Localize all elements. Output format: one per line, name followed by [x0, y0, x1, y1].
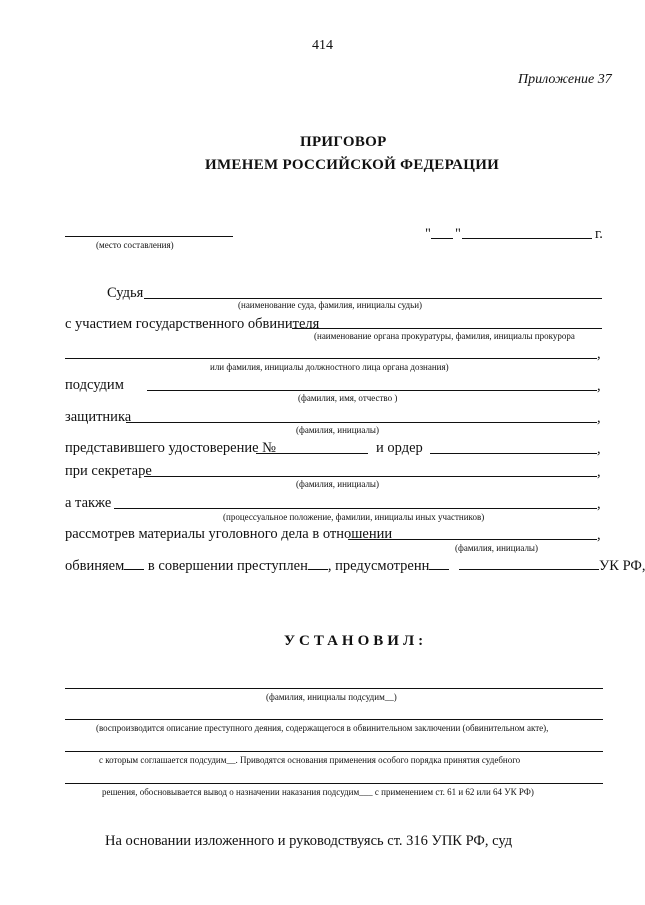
- judge-field[interactable]: [144, 298, 602, 299]
- materials-field[interactable]: [348, 539, 597, 540]
- established-field-1[interactable]: [65, 688, 603, 689]
- order-field[interactable]: [430, 453, 597, 454]
- provided-ending-field[interactable]: [429, 557, 449, 570]
- prosecutor-field-2[interactable]: [65, 358, 597, 359]
- also-caption: (процессуальное положение, фамилии, инициалы иных участников): [223, 512, 485, 522]
- order-label: и ордер: [376, 440, 423, 456]
- also-field[interactable]: [114, 508, 597, 509]
- date-month-field[interactable]: [462, 238, 592, 239]
- secretary-label: при секретаре: [65, 463, 152, 479]
- established-caption-2: (воспроизводится описание преступного деяния, содержащегося в обвинительном заключении (обвинительном акте),: [96, 723, 549, 733]
- article-field[interactable]: [459, 557, 599, 570]
- accused-part-3: предусмотренн: [335, 558, 430, 574]
- also-label: а также: [65, 495, 112, 511]
- certificate-number-field[interactable]: [256, 453, 368, 454]
- judge-caption: (наименование суда, фамилия, инициалы судьи): [238, 300, 423, 310]
- comma: ,: [597, 346, 601, 362]
- closing-text: На основании изложенного и руководствуясь ст. 316 УПК РФ, суд: [105, 833, 513, 849]
- defender-label: защитника: [65, 409, 132, 425]
- prosecutor-label: с участием государственного обвинителя: [65, 316, 320, 332]
- accused-line: обвиняем в совершении преступлен , предусмотренн УК РФ,: [65, 558, 645, 574]
- established-field-3[interactable]: [65, 751, 603, 752]
- established-caption-4: решения, обосновывается вывод о назначении наказания подсудим___ с применением ст. 61 и 62 или 64 УК РФ): [102, 787, 534, 797]
- judge-label: Судья: [107, 285, 144, 301]
- document-subtitle: ИМЕНЕМ РОССИЙСКОЙ ФЕДЕРАЦИИ: [205, 157, 500, 173]
- defendant-caption: (фамилия, имя, отчество ): [298, 393, 398, 403]
- accused-part-2: в совершении преступлен: [147, 558, 308, 574]
- document-title: ПРИГОВОР: [300, 134, 387, 150]
- date-quote-close: ": [455, 226, 461, 242]
- comma: ,: [597, 410, 601, 426]
- prosecutor-caption: (наименование органа прокуратуры, фамилия, инициалы прокурора: [314, 331, 575, 341]
- accused-ending-field[interactable]: [124, 557, 144, 570]
- established-caption-3: с которым соглашается подсудим__. Приводятся основания применения особого порядка принятия судебного: [99, 755, 521, 765]
- comma: ,: [597, 527, 601, 543]
- established-heading: УСТАНОВИЛ:: [284, 633, 428, 649]
- date-quote-open: ": [425, 226, 431, 242]
- date-day-field[interactable]: [431, 238, 453, 239]
- accused-part-4: УК РФ,: [599, 558, 645, 574]
- page-number: 414: [312, 38, 333, 53]
- materials-label: рассмотрев материалы уголовного дела в отношении: [65, 526, 393, 542]
- defender-caption: (фамилия, инициалы): [296, 425, 379, 435]
- defendant-label: подсудим: [65, 377, 124, 393]
- materials-caption: (фамилия, инициалы): [455, 543, 538, 553]
- defendant-field[interactable]: [147, 390, 597, 391]
- comma: ,: [597, 496, 601, 512]
- comma: ,: [597, 464, 601, 480]
- appendix-label: Приложение 37: [518, 72, 612, 87]
- defender-field[interactable]: [126, 422, 597, 423]
- established-caption-1: (фамилия, инициалы подсудим__): [266, 692, 397, 702]
- certificate-label: представившего удостоверение №: [65, 440, 276, 456]
- established-field-4[interactable]: [65, 783, 603, 784]
- established-field-2[interactable]: [65, 719, 603, 720]
- place-caption: (место составления): [96, 240, 174, 250]
- prosecutor-caption-2: или фамилия, инициалы должностного лица органа дознания): [210, 362, 449, 372]
- date-year-suffix: г.: [595, 226, 603, 242]
- prosecutor-field[interactable]: [292, 328, 602, 329]
- crime-ending-field[interactable]: [308, 557, 328, 570]
- accused-part-1: обвиняем: [65, 558, 125, 574]
- secretary-field[interactable]: [144, 476, 597, 477]
- comma: ,: [597, 378, 601, 394]
- place-field[interactable]: [65, 236, 233, 237]
- comma: ,: [597, 441, 601, 457]
- secretary-caption: (фамилия, инициалы): [296, 479, 379, 489]
